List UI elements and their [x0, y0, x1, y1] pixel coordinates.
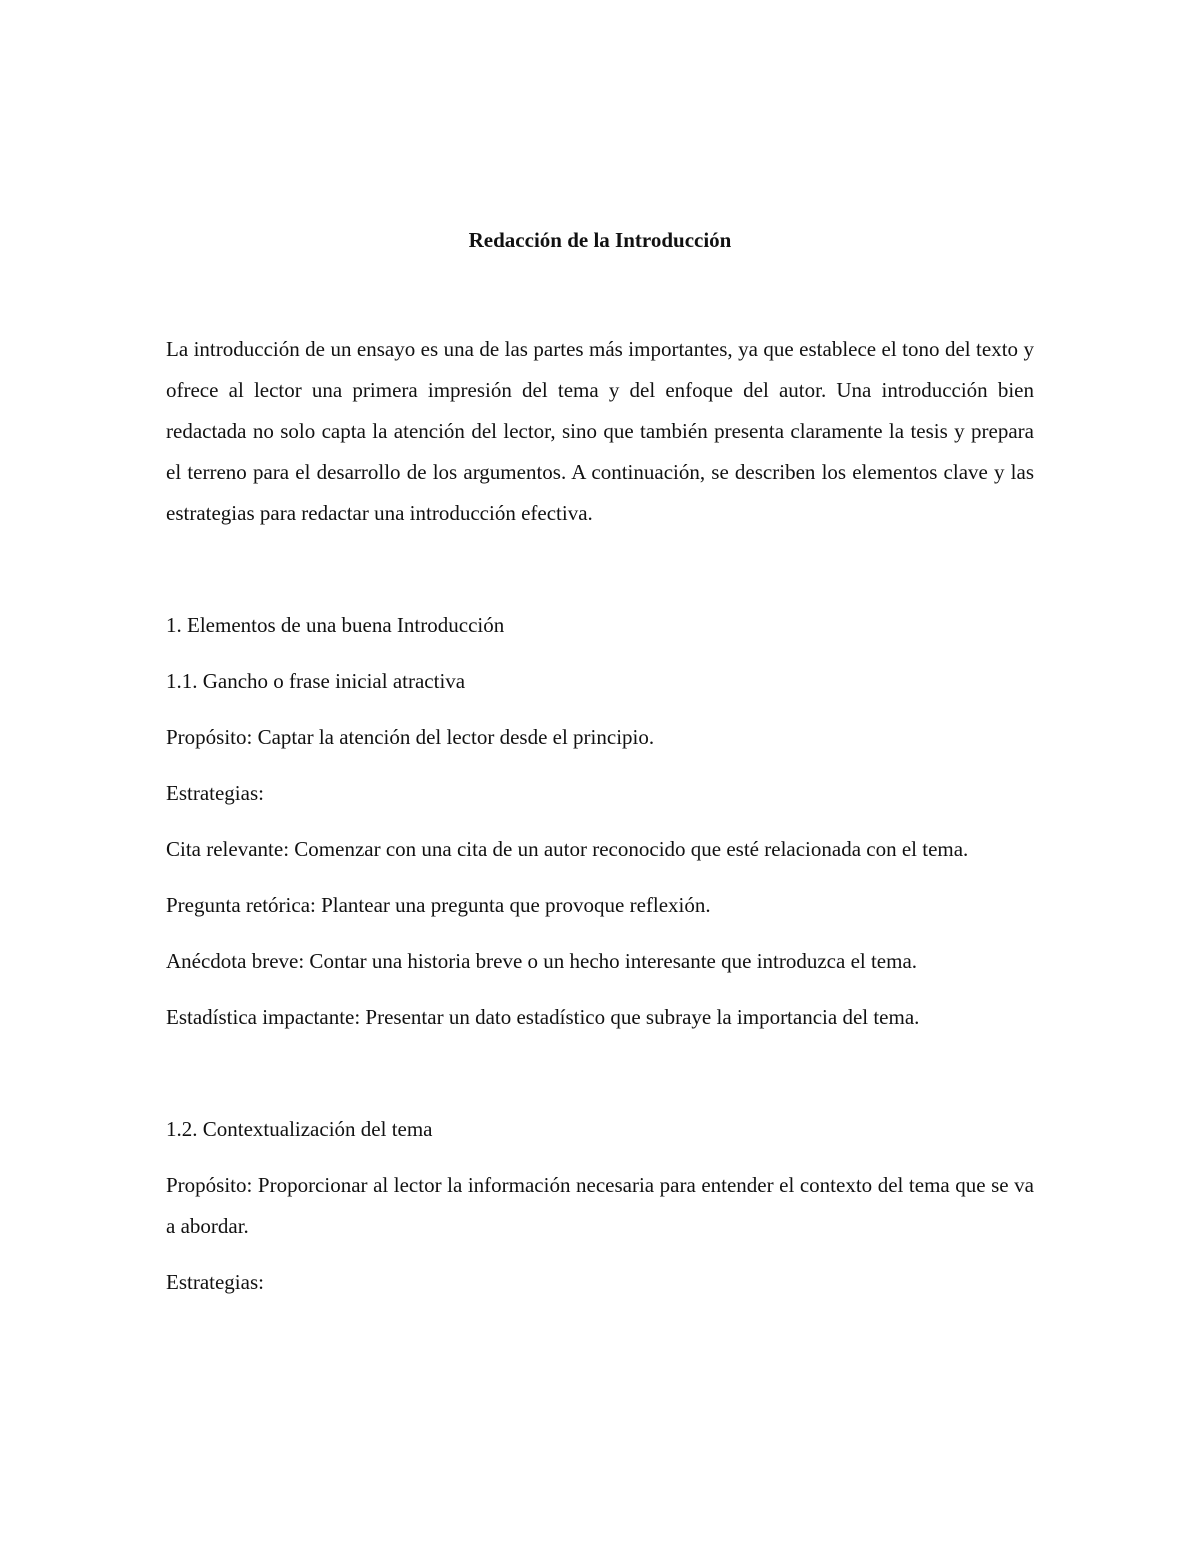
- strategy-estadistica-impactante: Estadística impactante: Presentar un dato estadístico que subraye la importancia del tema.: [166, 1005, 920, 1029]
- intro-paragraph: La introducción de un ensayo es una de las partes más importantes, ya que establece el tono del texto y ofrece al lector una primera impresión del tema y del enfoque del autor. Una introducción bien redactada no solo capta la atención del lector, sino que también presenta claramente la tesis y prepara el terreno para el desarrollo de los argumentos. A continuación, se describen los elementos clave y las estrategias para redactar una introducción efectiva.: [166, 337, 1034, 525]
- section-1-1-purpose: Propósito: Captar la atención del lector desde el principio.: [166, 725, 655, 749]
- strategy-cita-relevante: Cita relevante: Comenzar con una cita de un autor reconocido que esté relacionada con el tema.: [166, 837, 969, 861]
- section-1-2-heading: 1.2. Contextualización del tema: [166, 1117, 433, 1141]
- section-1-1-heading: 1.1. Gancho o frase inicial atractiva: [166, 669, 466, 693]
- document-title: Redacción de la Introducción: [468, 228, 732, 252]
- strategy-pregunta-retorica: Pregunta retórica: Plantear una pregunta que provoque reflexión.: [166, 893, 711, 917]
- section-1-2-purpose: Propósito: Proporcionar al lector la información necesaria para entender el contexto del tema que se va a abordar.: [166, 1173, 1034, 1238]
- section-1-2-strategies-label: Estrategias:: [166, 1270, 264, 1294]
- section-1-1-strategies-label: Estrategias:: [166, 781, 264, 805]
- document-body: [166, 223, 1034, 1303]
- strategy-anecdota-breve: Anécdota breve: Contar una historia breve o un hecho interesante que introduzca el tema.: [166, 949, 918, 973]
- section-1-heading: 1. Elementos de una buena Introducción: [166, 613, 505, 637]
